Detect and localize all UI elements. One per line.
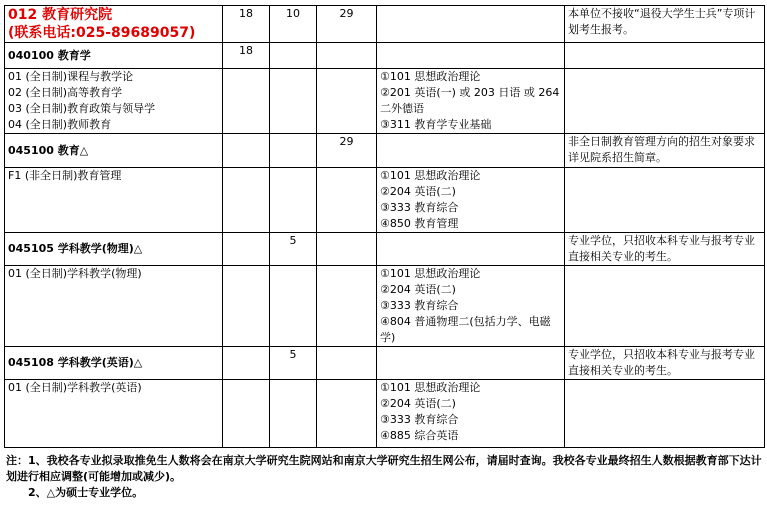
major-subjects-cell bbox=[377, 347, 565, 380]
exam-subject: ②201 英语(一) 或 203 日语 或 264 二外德语 bbox=[380, 86, 560, 115]
major-count-1 bbox=[223, 233, 270, 266]
major-remark: 非全日制教育管理方向的招生对象要求详见院系招生简章。 bbox=[565, 134, 765, 168]
direction-list bbox=[5, 168, 223, 233]
major-title: 045105 学科教学(物理)△ bbox=[5, 233, 223, 266]
admissions-table bbox=[4, 5, 765, 448]
major-subjects-cell bbox=[377, 134, 565, 168]
exam-subject: ②204 英语(二) bbox=[380, 283, 456, 296]
major-count-1: 18 bbox=[223, 43, 270, 69]
exam-subjects bbox=[377, 266, 565, 347]
exam-subject: ②204 英语(二) bbox=[380, 185, 456, 198]
direction-row bbox=[5, 380, 765, 448]
major-count-2 bbox=[270, 43, 317, 69]
exam-subject: ④850 教育管理 bbox=[380, 217, 459, 230]
major-remark: 专业学位，只招收本科专业与报考专业直接相关专业的考生。 bbox=[565, 347, 765, 380]
major-remark: 专业学位，只招收本科专业与报考专业直接相关专业的考生。 bbox=[565, 233, 765, 266]
empty-cell bbox=[565, 266, 765, 347]
exam-subject: ④804 普通物理二(包括力学、电磁学) bbox=[380, 315, 551, 344]
direction-list bbox=[5, 380, 223, 448]
dept-remark: 本单位不接收“退役大学生士兵”专项计划考生报考。 bbox=[565, 6, 765, 43]
direction-item: F1 (非全日制)教育管理 bbox=[8, 169, 122, 182]
major-title: 040100 教育学 bbox=[5, 43, 223, 69]
empty-cell bbox=[270, 266, 317, 347]
empty-cell bbox=[317, 69, 377, 134]
empty-cell bbox=[223, 266, 270, 347]
major-count-1 bbox=[223, 134, 270, 168]
department-row bbox=[5, 6, 765, 43]
major-remark bbox=[565, 43, 765, 69]
footnote-2: 2、△为硕士专业学位。 bbox=[28, 486, 144, 499]
major-subjects-cell bbox=[377, 233, 565, 266]
major-title: 045100 教育△ bbox=[5, 134, 223, 168]
direction-list bbox=[5, 266, 223, 347]
empty-cell bbox=[565, 69, 765, 134]
exam-subject: ②204 英语(二) bbox=[380, 397, 456, 410]
major-count-2: 5 bbox=[270, 347, 317, 380]
major-count-2: 5 bbox=[270, 233, 317, 266]
empty-cell bbox=[317, 266, 377, 347]
empty-cell bbox=[317, 380, 377, 448]
empty-cell bbox=[565, 380, 765, 448]
empty-cell bbox=[223, 69, 270, 134]
major-row bbox=[5, 347, 765, 380]
major-row bbox=[5, 233, 765, 266]
direction-item: 02 (全日制)高等教育学 bbox=[8, 86, 123, 99]
direction-list bbox=[5, 69, 223, 134]
department-phone: (联系电话:025-89689057) bbox=[8, 25, 196, 41]
empty-cell bbox=[270, 69, 317, 134]
empty-cell bbox=[223, 380, 270, 448]
department-cell bbox=[5, 6, 223, 43]
exam-subject: ①101 思想政治理论 bbox=[380, 267, 481, 280]
exam-subject: ③311 教育学专业基础 bbox=[380, 118, 492, 131]
direction-row bbox=[5, 69, 765, 134]
dept-subjects-cell bbox=[377, 6, 565, 43]
footnote-1: 注：1、我校各专业拟录取推免生人数将会在南京大学研究生院网站和南京大学研究生招生网公布，请届时查询。我校各专业最终招生人数根据教育部下达计划进行相应调整(可能增加或减少)。 bbox=[6, 454, 762, 483]
exam-subjects bbox=[377, 168, 565, 233]
empty-cell bbox=[270, 380, 317, 448]
direction-row bbox=[5, 266, 765, 347]
major-row bbox=[5, 134, 765, 168]
direction-item: 04 (全日制)教师教育 bbox=[8, 118, 112, 131]
major-row bbox=[5, 43, 765, 69]
major-count-2 bbox=[270, 134, 317, 168]
major-title: 045108 学科教学(英语)△ bbox=[5, 347, 223, 380]
exam-subject: ③333 教育综合 bbox=[380, 201, 459, 214]
direction-item: 01 (全日制)课程与教学论 bbox=[8, 70, 134, 83]
dept-count-3: 29 bbox=[317, 6, 377, 43]
footnotes bbox=[6, 453, 762, 501]
dept-count-2: 10 bbox=[270, 6, 317, 43]
direction-item: 01 (全日制)学科教学(物理) bbox=[8, 267, 142, 280]
exam-subjects bbox=[377, 380, 565, 448]
department-name: 012 教育研究院 bbox=[8, 7, 113, 23]
exam-subject: ③333 教育综合 bbox=[380, 413, 459, 426]
empty-cell bbox=[270, 168, 317, 233]
exam-subjects bbox=[377, 69, 565, 134]
empty-cell bbox=[317, 168, 377, 233]
dept-count-1: 18 bbox=[223, 6, 270, 43]
major-count-3: 29 bbox=[317, 134, 377, 168]
major-count-1 bbox=[223, 347, 270, 380]
exam-subject: ①101 思想政治理论 bbox=[380, 70, 481, 83]
direction-item: 01 (全日制)学科教学(英语) bbox=[8, 381, 142, 394]
major-subjects-cell bbox=[377, 43, 565, 69]
exam-subject: ①101 思想政治理论 bbox=[380, 381, 481, 394]
exam-subject: ④885 综合英语 bbox=[380, 429, 459, 442]
major-count-3 bbox=[317, 233, 377, 266]
major-count-3 bbox=[317, 347, 377, 380]
empty-cell bbox=[223, 168, 270, 233]
major-count-3 bbox=[317, 43, 377, 69]
exam-subject: ③333 教育综合 bbox=[380, 299, 459, 312]
direction-item: 03 (全日制)教育政策与领导学 bbox=[8, 102, 156, 115]
direction-row bbox=[5, 168, 765, 233]
empty-cell bbox=[565, 168, 765, 233]
exam-subject: ①101 思想政治理论 bbox=[380, 169, 481, 182]
